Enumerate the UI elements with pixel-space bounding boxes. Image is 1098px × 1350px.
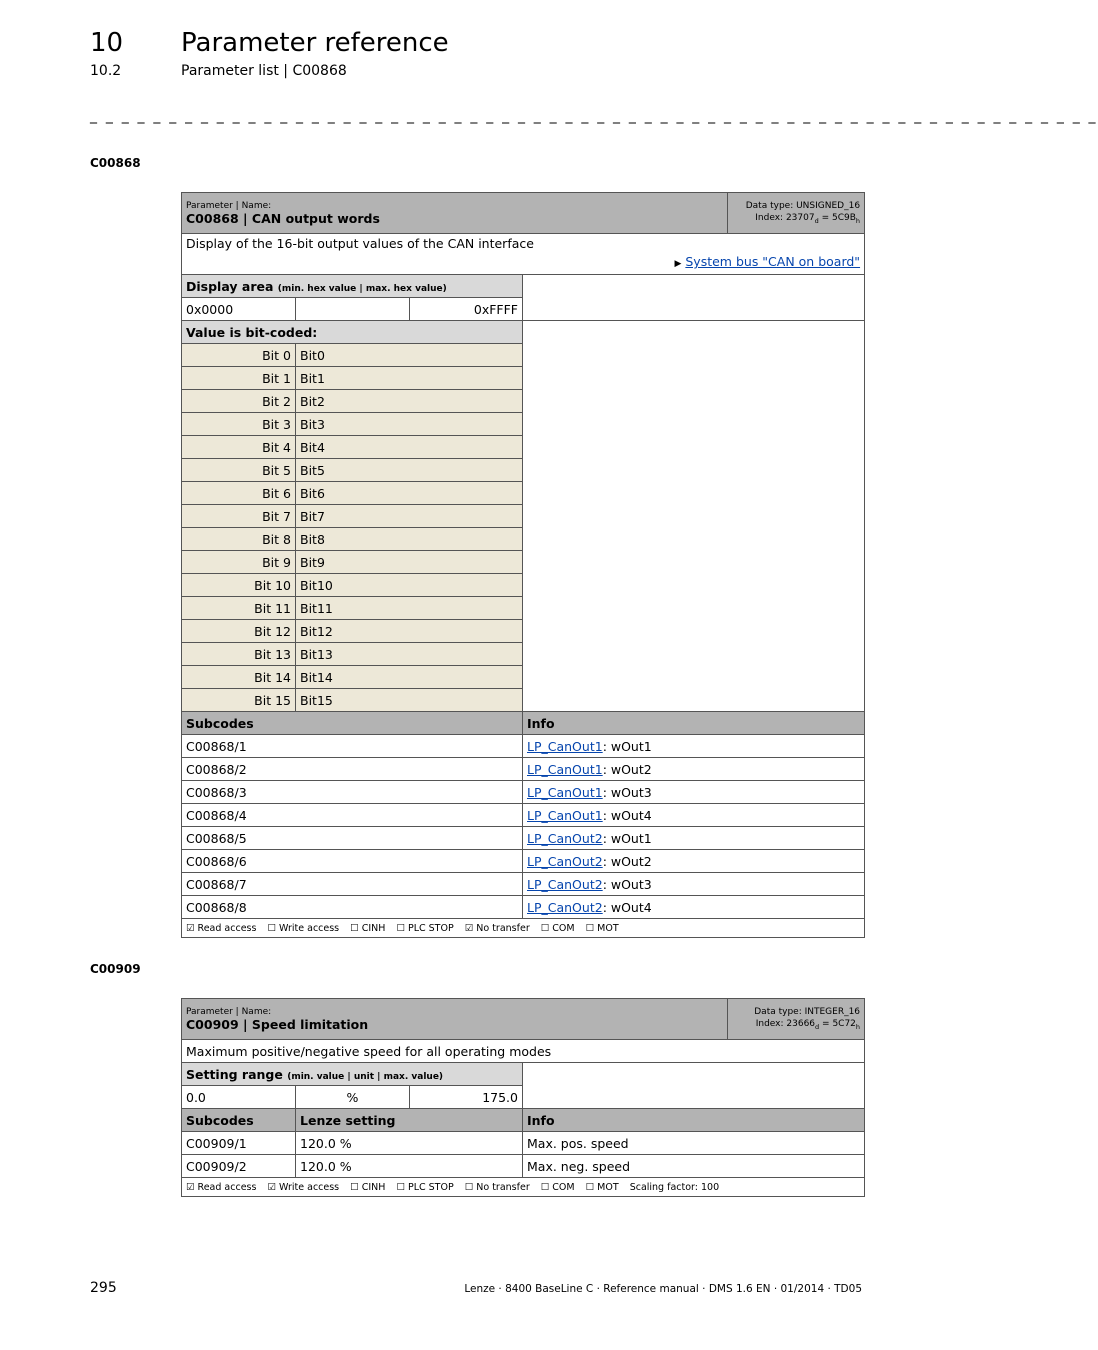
lenze-setting: 120.0 % [296,1132,523,1155]
param-name: C00868 | CAN output words [186,210,380,226]
param-description: Maximum positive/negative speed for all operating modes [182,1040,865,1063]
bit-number: Bit 1 [182,367,296,390]
subcode: C00868/1 [182,735,523,758]
system-bus-link[interactable]: System bus "CAN on board" [685,254,861,269]
param-index: Index: $23666_d = 5C72_h$ [755,1018,861,1031]
flag-read-access: ☑ Read access [186,1181,257,1193]
info-header: Info [523,712,865,735]
subcode: C00868/3 [182,781,523,804]
subcode-link[interactable]: LP_CanOut1 [527,807,603,823]
subcode-info: Max. pos. speed [523,1132,865,1155]
bit-number: Bit 0 [182,344,296,367]
subcode: C00868/4 [182,804,523,827]
access-flags [182,919,865,938]
bit-number: Bit 7 [182,505,296,528]
bit-name: Bit1 [296,367,523,390]
chapter-title: Parameter reference [181,28,449,58]
data-type: Data type: UNSIGNED_16 [745,200,861,211]
subcode-info: : wOut3 [602,784,652,800]
param-heading-c00909: C00909 [90,962,141,976]
setting-range-label: Setting range (min. value | unit | max. value) [182,1063,523,1086]
param-label: Parameter | Name: [186,200,272,211]
flag-plc-stop: ☐ PLC STOP [396,1181,454,1193]
bit-name: Bit2 [296,390,523,413]
subcode-info: : wOut4 [602,807,652,823]
flag-cinh: ☐ CINH [350,1181,386,1193]
lenze-setting: 120.0 % [296,1155,523,1178]
bit-number: Bit 9 [182,551,296,574]
subcode: C00868/7 [182,873,523,896]
flag-com: ☐ COM [540,1181,575,1193]
subcode: C00868/2 [182,758,523,781]
subcode: C00909/2 [182,1155,296,1178]
param-index: Index: $23707_d = 5C9B_h$ [755,212,861,225]
flag-no-transfer: ☑ No transfer [464,922,530,934]
subcode-row [182,1132,865,1155]
scaling-factor: Scaling factor: 100 [629,1181,720,1193]
subcode: C00868/8 [182,896,523,919]
bit-name: Bit12 [296,620,523,643]
bit-name: Bit13 [296,643,523,666]
separator-line: _ _ _ _ _ _ _ _ _ _ _ _ _ _ _ _ _ _ _ _ _ _ _ _ _ _ _ _ _ _ _ _ _ _ _ _ _ _ _ _ _ _ _ _ _ _ _ _ _ _ _ _ _ _ _ _ _ _ _ _ _ _ _ _ [90,108,1098,124]
param-name-cell [182,193,728,234]
subcode-link[interactable]: LP_CanOut1 [527,738,603,754]
subcode: C00868/5 [182,827,523,850]
bit-number: Bit 15 [182,689,296,712]
param-name-cell [182,999,728,1040]
flag-write-access: ☐ Write access [267,922,340,934]
param-label: Parameter | Name: [186,1006,272,1017]
access-flags [182,1178,865,1197]
range-unit: % [296,1086,410,1109]
flag-com: ☐ COM [540,922,575,934]
param-heading-c00868: C00868 [90,156,141,170]
bit-name: Bit8 [296,528,523,551]
display-area-label: Display area (min. hex value | max. hex value) [182,275,523,298]
subcode-row [182,781,865,804]
subcode-info: Max. neg. speed [523,1155,865,1178]
bit-number: Bit 14 [182,666,296,689]
flag-write-access: ☑ Write access [267,1181,340,1193]
subcode-info: : wOut1 [602,738,652,754]
bit-name: Bit10 [296,574,523,597]
section-number: 10.2 [90,63,122,79]
subcode-info: : wOut3 [602,876,652,892]
subcode: C00868/6 [182,850,523,873]
subcode-link[interactable]: LP_CanOut1 [527,784,603,800]
param-table-c00868 [181,192,865,938]
display-unit [296,298,410,321]
subcode-row [182,1155,865,1178]
subcode-link[interactable]: LP_CanOut2 [527,830,603,846]
section-title: Parameter list | C00868 [181,63,347,79]
bit-number: Bit 5 [182,459,296,482]
subcodes-header: Subcodes [182,1109,296,1132]
chapter-number: 10 [90,28,124,58]
flag-cinh: ☐ CINH [350,922,386,934]
bit-name: Bit7 [296,505,523,528]
info-header: Info [523,1109,865,1132]
bit-name: Bit15 [296,689,523,712]
bit-name: Bit0 [296,344,523,367]
bit-name: Bit3 [296,413,523,436]
subcode-row [182,896,865,919]
bit-number: Bit 6 [182,482,296,505]
bit-number: Bit 4 [182,436,296,459]
data-type-cell [728,193,865,234]
subcode-link[interactable]: LP_CanOut1 [527,761,603,777]
flag-no-transfer: ☐ No transfer [464,1181,530,1193]
flag-mot: ☐ MOT [585,1181,619,1193]
empty-cell [523,321,865,712]
flag-plc-stop: ☐ PLC STOP [396,922,454,934]
display-min: 0x0000 [182,298,296,321]
subcode-info: : wOut2 [602,761,652,777]
subcode-info: : wOut2 [602,853,652,869]
bit-name: Bit6 [296,482,523,505]
param-description: Display of the 16-bit output values of the CAN interface [186,236,534,251]
param-table-c00909 [181,998,865,1197]
bit-name: Bit9 [296,551,523,574]
bit-number: Bit 8 [182,528,296,551]
subcode-link[interactable]: LP_CanOut2 [527,899,603,915]
subcode-row [182,827,865,850]
bit-number: Bit 13 [182,643,296,666]
triangle-right-icon: ▶ [674,259,682,269]
page-number: 295 [90,1280,117,1296]
bit-number: Bit 10 [182,574,296,597]
range-max: 175.0 [410,1086,523,1109]
param-name: C00909 | Speed limitation [186,1016,369,1032]
subcode-row [182,804,865,827]
flag-read-access: ☑ Read access [186,922,257,934]
bit-name: Bit5 [296,459,523,482]
subcode-row [182,735,865,758]
lenze-setting-header: Lenze setting [296,1109,523,1132]
bit-number: Bit 11 [182,597,296,620]
bit-name: Bit14 [296,666,523,689]
subcode-row [182,873,865,896]
display-max: 0xFFFF [410,298,523,321]
bit-name: Bit4 [296,436,523,459]
subcodes-header: Subcodes [182,712,523,735]
data-type-cell [728,999,865,1040]
flag-mot: ☐ MOT [585,922,619,934]
subcode: C00909/1 [182,1132,296,1155]
subcode-row [182,758,865,781]
bit-number: Bit 2 [182,390,296,413]
range-min: 0.0 [182,1086,296,1109]
bitcoded-label: Value is bit-coded: [182,321,523,344]
empty-cell [523,1063,865,1109]
description-cell [182,234,865,275]
subcode-row [182,850,865,873]
data-type: Data type: INTEGER_16 [754,1006,861,1017]
subcode-link[interactable]: LP_CanOut2 [527,876,603,892]
subcode-info: : wOut1 [602,830,652,846]
bit-number: Bit 3 [182,413,296,436]
bit-name: Bit11 [296,597,523,620]
bit-number: Bit 12 [182,620,296,643]
subcode-link[interactable]: LP_CanOut2 [527,853,603,869]
subcode-info: : wOut4 [602,899,652,915]
page-footer-text: Lenze · 8400 BaseLine C · Reference manual · DMS 1.6 EN · 01/2014 · TD05 [464,1283,862,1295]
empty-cell [523,275,865,321]
